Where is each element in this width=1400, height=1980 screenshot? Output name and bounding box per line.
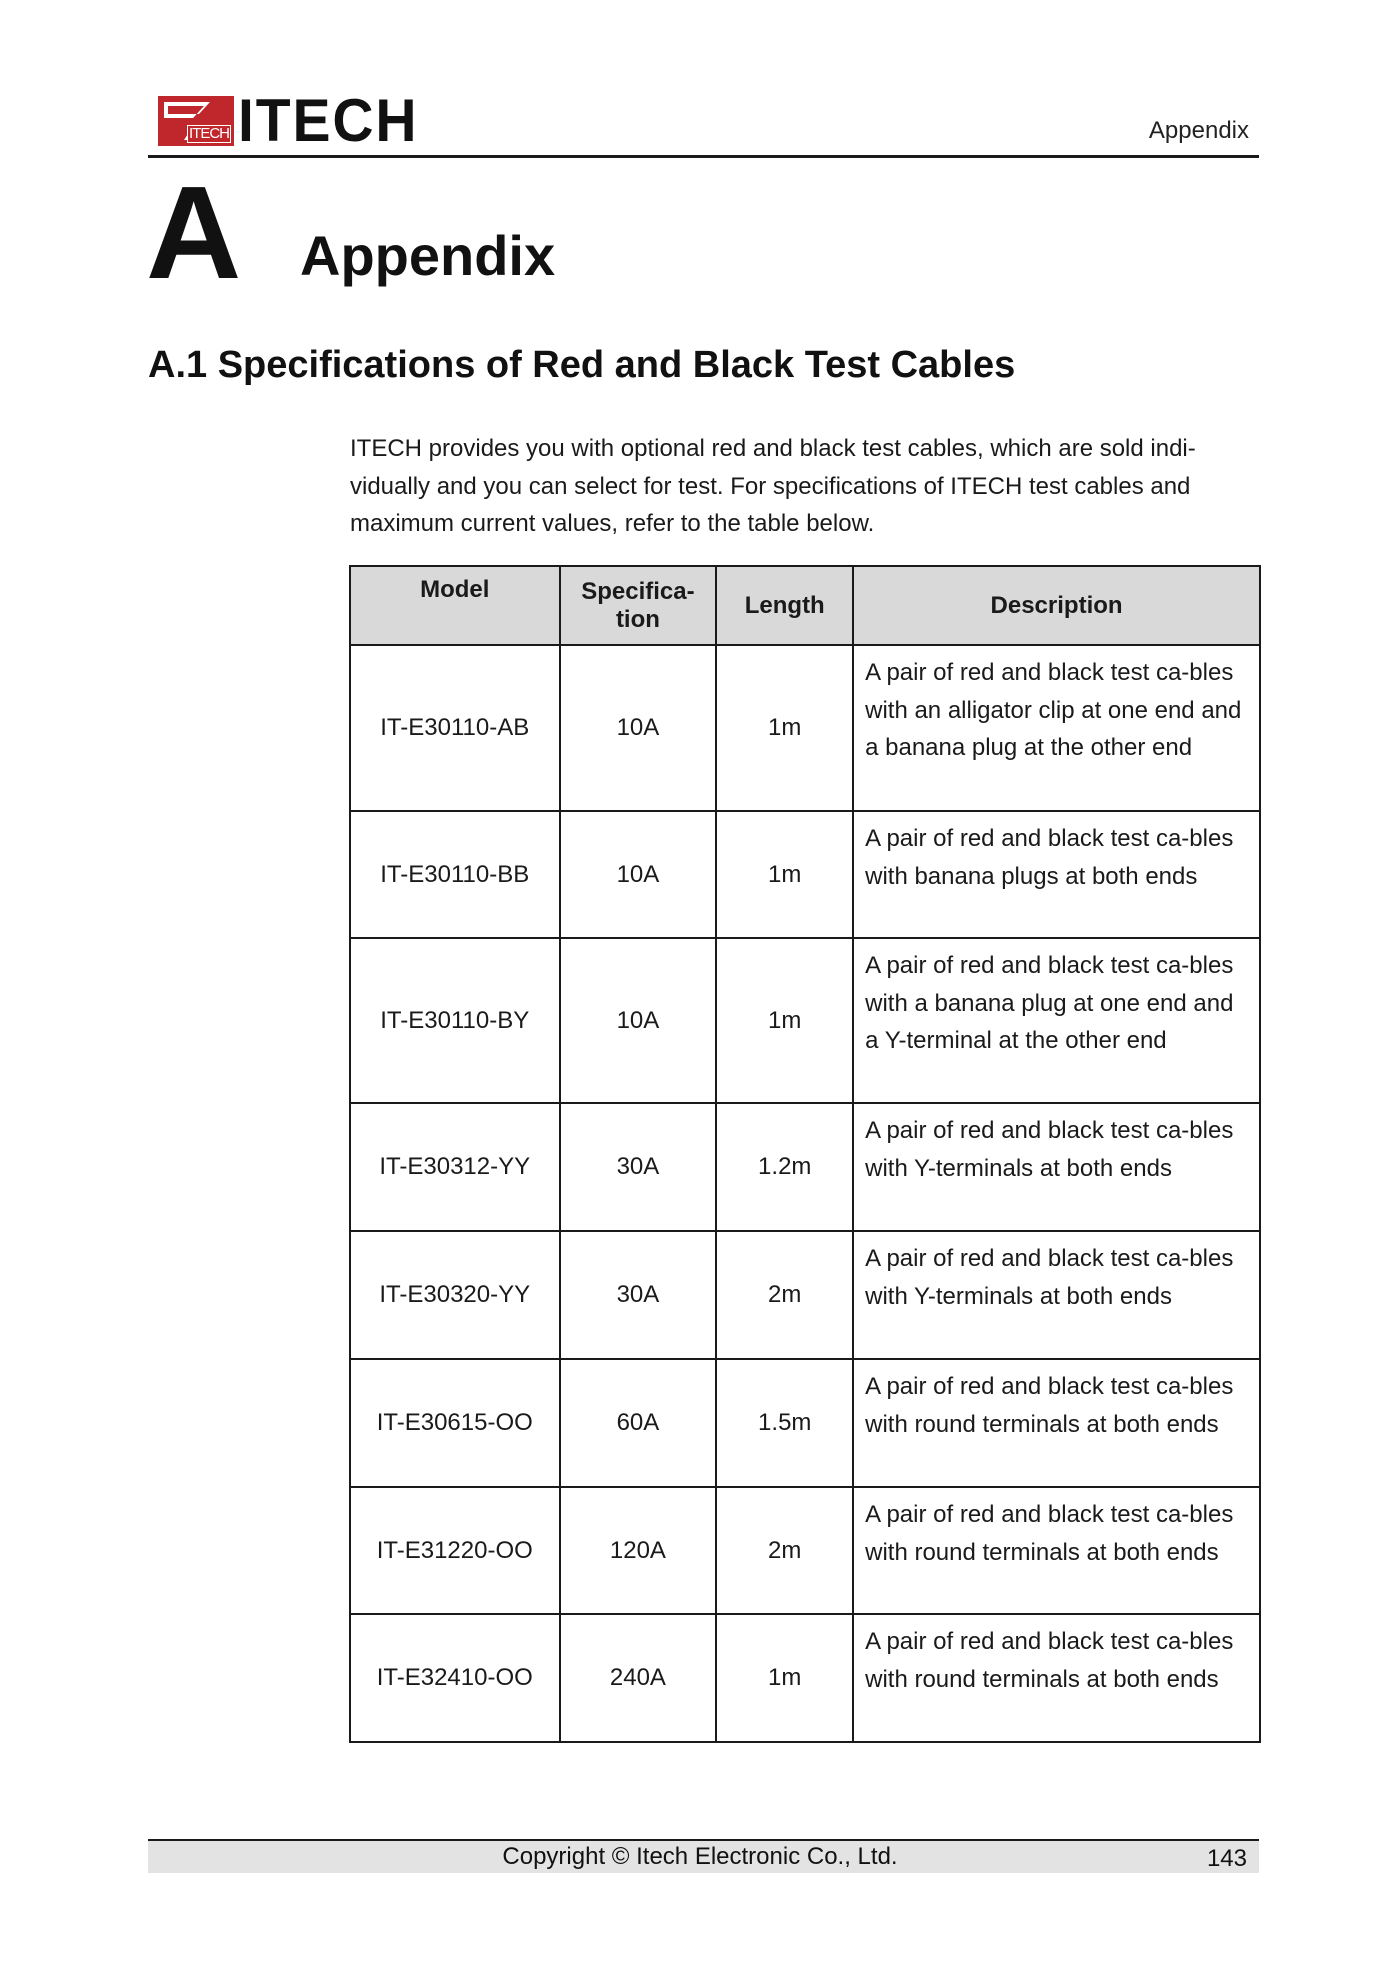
logo-badge-text: ITECH <box>189 125 229 142</box>
cell-spec: 60A <box>560 1359 717 1487</box>
cell-description: A pair of red and black test ca-bles with round terminals at both ends <box>853 1487 1260 1614</box>
cell-spec: 10A <box>560 811 717 938</box>
cell-description: A pair of red and black test ca-bles with round terminals at both ends <box>853 1359 1260 1487</box>
cell-model: IT-E30110-BB <box>350 811 560 938</box>
cell-model: IT-E30312-YY <box>350 1103 560 1231</box>
cell-spec: 10A <box>560 938 717 1103</box>
cell-description: A pair of red and black test ca-bles with an alligator clip at one end and a banana plug at the other end <box>853 645 1260 811</box>
cell-model: IT-E30110-AB <box>350 645 560 811</box>
header-specification: Specifica-tion <box>560 566 717 645</box>
cell-length: 1m <box>716 938 853 1103</box>
page-number: 143 <box>1206 1845 1247 1872</box>
table-header-row <box>350 566 1260 645</box>
cell-description: A pair of red and black test ca-bles with Y-terminals at both ends <box>853 1103 1260 1231</box>
cell-length: 1m <box>716 1614 853 1742</box>
cell-spec: 30A <box>560 1103 717 1231</box>
table-row <box>350 1231 1260 1359</box>
itech-logo <box>158 87 428 154</box>
cell-model: IT-E30320-YY <box>350 1231 560 1359</box>
table-row <box>350 645 1260 811</box>
cell-model: IT-E32410-OO <box>350 1614 560 1742</box>
cell-description: A pair of red and black test ca-bles with Y-terminals at both ends <box>853 1231 1260 1359</box>
table-row <box>350 1487 1260 1614</box>
cell-model: IT-E31220-OO <box>350 1487 560 1614</box>
cell-description: A pair of red and black test ca-bles with a banana plug at one end and a Y-terminal at the other end <box>853 938 1260 1103</box>
cell-description: A pair of red and black test ca-bles with round terminals at both ends <box>853 1614 1260 1742</box>
cell-model: IT-E30110-BY <box>350 938 560 1103</box>
table-row <box>350 1614 1260 1742</box>
table-row <box>350 938 1260 1103</box>
table-row <box>350 1359 1260 1487</box>
cell-spec: 10A <box>560 645 717 811</box>
cell-model: IT-E30615-OO <box>350 1359 560 1487</box>
footer-copyright: Copyright © Itech Electronic Co., Ltd. <box>502 1843 898 1870</box>
table-row <box>350 1103 1260 1231</box>
table-row <box>350 811 1260 938</box>
cell-spec: 120A <box>560 1487 717 1614</box>
header-length: Length <box>716 566 853 645</box>
cell-length: 1.2m <box>716 1103 853 1231</box>
chapter-letter: A <box>146 159 242 306</box>
cell-length: 1m <box>716 645 853 811</box>
cell-length: 1.5m <box>716 1359 853 1487</box>
header-description: Description <box>853 566 1260 645</box>
header-divider <box>148 155 1259 158</box>
chapter-title: Appendix <box>300 224 556 287</box>
cell-length: 1m <box>716 811 853 938</box>
cell-length: 2m <box>716 1487 853 1614</box>
logo-wordmark: ITECH <box>238 87 419 154</box>
cable-spec-table <box>349 565 1261 1743</box>
cell-spec: 30A <box>560 1231 717 1359</box>
header-model: Model <box>350 566 560 645</box>
logo-mark-icon <box>158 96 234 146</box>
cell-description: A pair of red and black test ca-bles with banana plugs at both ends <box>853 811 1260 938</box>
section-title: A.1 Specifications of Red and Black Test Cables <box>148 344 1016 386</box>
intro-paragraph: ITECH provides you with optional red and black test cables, which are sold indi-vidually and you can select for test. For specifications of ITECH test cables and maximum current values, refer to the table below. <box>350 435 1196 537</box>
cell-length: 2m <box>716 1231 853 1359</box>
cell-spec: 240A <box>560 1614 717 1742</box>
running-header: Appendix <box>1148 117 1249 144</box>
